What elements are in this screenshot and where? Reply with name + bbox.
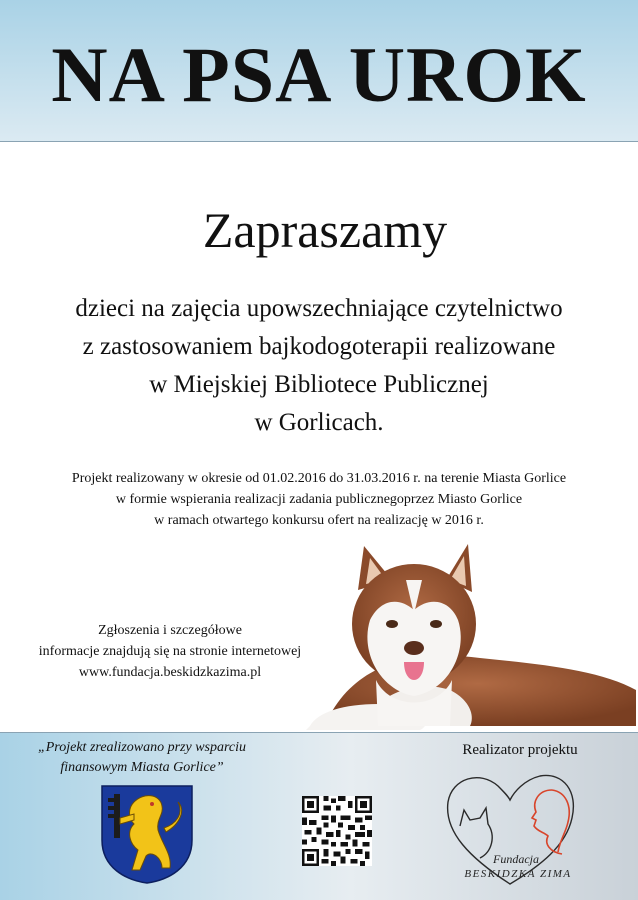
project-line: Projekt realizowany w okresie od 01.02.2016 do 31.03.2016 r. na terenie Miasta Gorlice [71,471,567,486]
signup-website-link[interactable]: www.fundacja.beskidzkazima.pl [78,665,262,680]
logo-text-name: BESKIDZKA ZIMA [464,868,572,880]
coat-of-arms-icon [100,784,194,884]
project-line: w formie wspierania realizacji zadania publicznegoprzez Miasto Gorlice [115,492,523,507]
description-line: w Miejskiej Bibliotece Publicznej [149,371,489,398]
project-line: w ramach otwartego konkursu ofert na realizację w 2016 r. [154,513,484,528]
support-statement [22,738,262,778]
support-line: „Projekt zrealizowano przy wsparciu [37,740,247,755]
qr-code-icon[interactable] [302,796,372,866]
realizator-label: Realizator projektu [462,742,578,758]
signup-line: Zgłoszenia i szczegółowe [98,623,242,638]
title-banner [0,0,638,142]
description-line: z zastosowaniem bajkodogoterapii realizowane [82,333,556,360]
support-line: finansowym Miasta Gorlice” [60,760,224,775]
project-info [0,468,638,531]
event-description [0,290,638,442]
logo-text-fundacja: Fundacja [493,852,539,866]
signup-line: informacje znajdują się na stronie internetowej [38,644,302,659]
description-line: w Gorlicach. [254,409,384,436]
page-title: NA PSA UROK [51,31,587,118]
invite-heading: Zapraszamy [202,202,448,258]
signup-info [20,620,320,683]
husky-dog-icon [300,540,638,730]
description-line: dzieci na zajęcia upowszechniające czytelnictwo [75,295,563,322]
